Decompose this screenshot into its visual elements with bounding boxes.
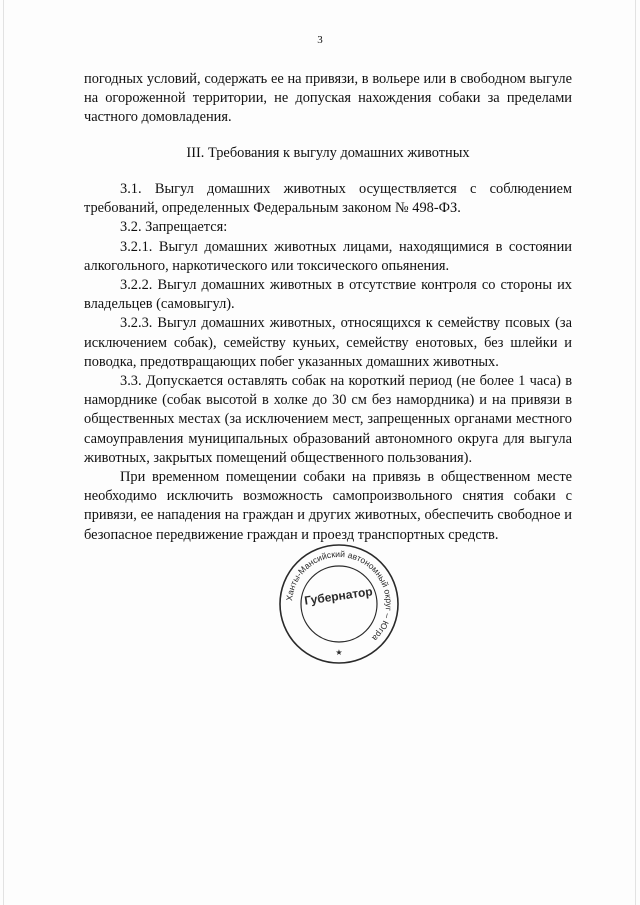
section-heading-text: III. Требования к выгулу домашних животных	[186, 145, 470, 161]
stamp-center-text: Губернатор	[303, 584, 374, 608]
section-heading	[84, 144, 572, 163]
clause-tethering: При временном помещении собаки на привязь в общественном месте необходимо исключить возможность самопроизвольного снятия собаки с привязи, ее нападения на граждан и других животных, обеспечить свободное и безопасное передвижение граждан и проезд транспортных средств.	[84, 469, 572, 543]
page-edge-right	[635, 0, 636, 905]
clause-3-2-2: 3.2.2. Выгул домашних животных в отсутствие контроля со стороны их владельцев (самовыгул).	[84, 277, 572, 313]
page-edge-left	[3, 0, 4, 905]
clause-3-3: 3.3. Допускается оставлять собак на короткий период (не более 1 часа) в наморднике (собак высотой в холке до 30 см без намордника) и на привязи в общественных местах (за исключением мест, запрещенных органами местного самоуправления муниципальных образований автономного округа для выгула животных, закрытых помещений общественного пользования).	[84, 373, 572, 466]
stamp-star-icon: ★	[335, 648, 343, 657]
paragraph-text: погодных условий, содержать ее на привязи, в вольере или в свободном выгуле на огороженной территории, не допуская нахождения собаки за пределами частного домовладения.	[84, 71, 572, 126]
clause-body	[84, 180, 572, 545]
clause-3-2-3: 3.2.3. Выгул домашних животных, относящихся к семейству псовых (за исключением собак), семейству куньих, семейству енотовых, без шлейки и поводка, предотвращающих побег указанных домашних животных.	[84, 315, 572, 370]
clause-3-1: 3.1. Выгул домашних животных осуществляется с соблюдением требований, определенных Федеральным законом № 498-ФЗ.	[84, 181, 572, 217]
stamp-outer-ring	[280, 545, 398, 663]
governor-seal-stamp	[275, 540, 403, 668]
page-number: 3	[317, 34, 323, 46]
stamp-ring-text: Ханты-Мансийский автономный округ – Югра	[284, 548, 395, 644]
clause-3-2-1: 3.2.1. Выгул домашних животных лицами, находящимися в состоянии алкогольного, наркотического или токсического опьянения.	[84, 238, 572, 274]
clause-3-2: 3.2. Запрещается:	[120, 219, 228, 236]
paragraph-continuation	[84, 70, 572, 128]
